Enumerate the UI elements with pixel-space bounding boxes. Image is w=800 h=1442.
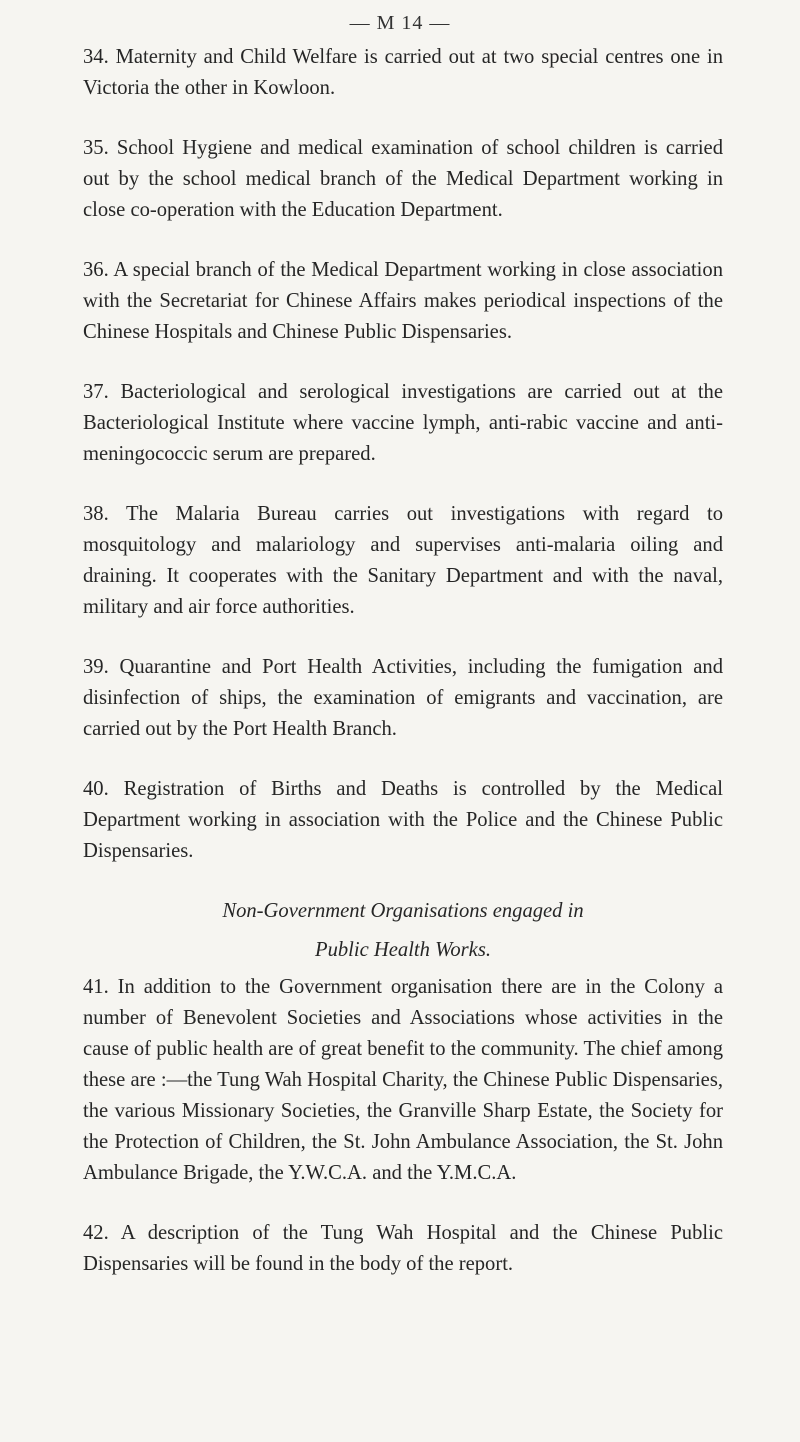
section-heading-line-2: Public Health Works. (315, 939, 491, 961)
paragraph-38: 38. The Malaria Bureau carries out investigations with regard to mosquitology and malariology and supervises anti-malaria oiling and draining. It cooperates with the Sanitary Department and with the naval, military and air force authorities. (83, 503, 723, 618)
body-text (83, 42, 723, 1309)
paragraph-34: 34. Maternity and Child Welfare is carried out at two special centres one in Victoria the other in Kowloon. (83, 46, 723, 99)
paragraph-36: 36. A special branch of the Medical Department working in close association with the Secretariat for Chinese Affairs makes periodical inspections of the Chinese Hospitals and Chinese Public Dispensaries. (83, 259, 723, 343)
page-number: — M 14 — (349, 12, 451, 34)
paragraph-35: 35. School Hygiene and medical examination of school children is carried out by the school medical branch of the Medical Department working in close co-operation with the Education Department. (83, 137, 723, 221)
paragraph-37: 37. Bacteriological and serological investigations are carried out at the Bacteriological Institute where vaccine lymph, anti-rabic vaccine and anti-meningococcic serum are prepared. (83, 381, 723, 465)
paragraph-41: 41. In addition to the Government organisation there are in the Colony a number of Benevolent Societies and Associations whose activities in the cause of public health are of great benefit to the community. The chief among these are :—the Tung Wah Hospital Charity, the Chinese Public Dispensaries, the various Missionary Societies, the Granville Sharp Estate, the Society for the Protection of Children, the St. John Ambulance Association, the St. John Ambulance Brigade, the Y.W.C.A. and the Y.M.C.A. (83, 976, 723, 1184)
section-heading-line-1: Non-Government Organisations engaged in (222, 900, 584, 922)
paragraph-39: 39. Quarantine and Port Health Activities, including the fumigation and disinfection of ships, the examination of emigrants and vaccination, are carried out by the Port Health Branch. (83, 656, 723, 740)
paragraph-42: 42. A description of the Tung Wah Hospital and the Chinese Public Dispensaries will be found in the body of the report. (83, 1222, 723, 1275)
paragraph-40: 40. Registration of Births and Deaths is controlled by the Medical Department working in association with the Police and the Chinese Public Dispensaries. (83, 778, 723, 862)
